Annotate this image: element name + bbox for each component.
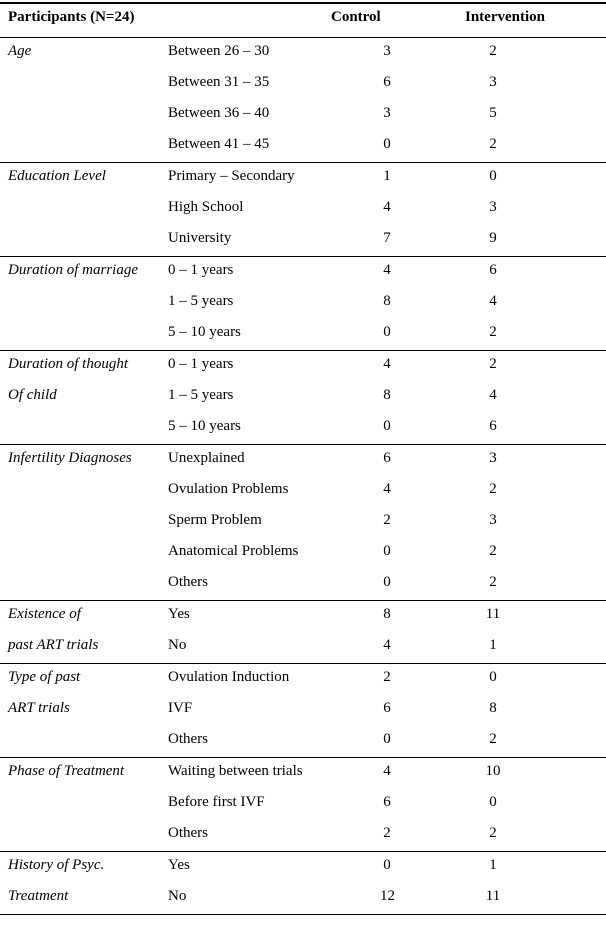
control-value: 3 [383, 43, 391, 59]
subcategory-label: 0 – 1 years [168, 262, 234, 278]
group-separator-rule [0, 444, 606, 445]
intervention-value: 2 [489, 324, 497, 340]
intervention-value: 11 [485, 606, 501, 622]
intervention-value: 2 [489, 574, 497, 590]
control-value: 8 [383, 606, 391, 622]
control-value: 0 [383, 136, 391, 152]
group-separator-rule [0, 350, 606, 351]
intervention-value: 11 [485, 888, 501, 904]
intervention-value: 3 [489, 74, 497, 90]
control-value: 0 [383, 418, 391, 434]
intervention-value: 4 [489, 387, 497, 403]
category-label: Phase of Treatment [8, 763, 125, 779]
subcategory-label: Others [168, 825, 208, 841]
subcategory-label: Yes [168, 857, 190, 873]
intervention-value: 0 [489, 794, 497, 810]
subcategory-label: Between 36 – 40 [168, 105, 270, 121]
control-value: 6 [383, 794, 391, 810]
control-value: 1 [383, 168, 391, 184]
group-separator-rule [0, 914, 606, 915]
subcategory-label: 0 – 1 years [168, 356, 234, 372]
subcategory-label: 5 – 10 years [168, 324, 241, 340]
intervention-value: 9 [489, 230, 497, 246]
category-label: Age [8, 43, 32, 59]
control-value: 0 [383, 574, 391, 590]
group-separator-rule [0, 600, 606, 601]
intervention-value: 6 [489, 418, 497, 434]
category-label: Type of past [8, 669, 81, 685]
category-label: Infertility Diagnoses [8, 450, 132, 466]
control-value: 4 [383, 481, 391, 497]
header-intervention: Intervention [465, 9, 545, 25]
control-value: 8 [383, 293, 391, 309]
subcategory-label: Between 31 – 35 [168, 74, 270, 90]
intervention-value: 2 [489, 825, 497, 841]
group-separator-rule [0, 757, 606, 758]
intervention-value: 2 [489, 43, 497, 59]
subcategory-label: 5 – 10 years [168, 418, 241, 434]
subcategory-label: Sperm Problem [168, 512, 262, 528]
header-control: Control [331, 9, 381, 25]
control-value: 4 [383, 637, 391, 653]
subcategory-label: Anatomical Problems [168, 543, 299, 559]
subcategory-label: 1 – 5 years [168, 293, 234, 309]
group-separator-rule [0, 162, 606, 163]
intervention-value: 3 [489, 450, 497, 466]
subcategory-label: Yes [168, 606, 190, 622]
category-label: Duration of marriage [8, 262, 139, 278]
group-separator-rule [0, 663, 606, 664]
group-separator-rule [0, 256, 606, 257]
header-participants: Participants (N=24) [8, 9, 135, 25]
category-label: ART trials [8, 700, 70, 716]
intervention-value: 3 [489, 512, 497, 528]
category-label: Treatment [8, 888, 69, 904]
subcategory-label: No [168, 888, 187, 904]
category-label: History of Psyc. [8, 857, 105, 873]
subcategory-label: Unexplained [168, 450, 245, 466]
intervention-value: 2 [489, 731, 497, 747]
intervention-value: 8 [489, 700, 497, 716]
subcategory-label: Waiting between trials [168, 763, 303, 779]
intervention-value: 2 [489, 543, 497, 559]
subcategory-label: Others [168, 574, 208, 590]
control-value: 2 [383, 825, 391, 841]
subcategory-label: Ovulation Induction [168, 669, 290, 685]
intervention-value: 6 [489, 262, 497, 278]
subcategory-label: Between 41 – 45 [168, 136, 270, 152]
control-value: 7 [383, 230, 391, 246]
intervention-value: 0 [489, 669, 497, 685]
subcategory-label: 1 – 5 years [168, 387, 234, 403]
subcategory-label: Between 26 – 30 [168, 43, 270, 59]
subcategory-label: IVF [168, 700, 193, 716]
control-value: 4 [383, 262, 391, 278]
control-value: 4 [383, 763, 391, 779]
intervention-value: 4 [489, 293, 497, 309]
control-value: 6 [383, 74, 391, 90]
intervention-value: 3 [489, 199, 497, 215]
control-value: 0 [383, 857, 391, 873]
control-value: 6 [383, 700, 391, 716]
category-label: Of child [8, 387, 57, 403]
subcategory-label: University [168, 230, 232, 246]
control-value: 0 [383, 731, 391, 747]
subcategory-label: Primary – Secondary [168, 168, 295, 184]
control-value: 6 [383, 450, 391, 466]
control-value: 0 [383, 543, 391, 559]
subcategory-label: No [168, 637, 187, 653]
subcategory-label: Before first IVF [168, 794, 265, 810]
control-value: 4 [383, 199, 391, 215]
control-value: 3 [383, 105, 391, 121]
control-value: 8 [383, 387, 391, 403]
category-label: Duration of thought [8, 356, 129, 372]
category-label: Existence of [8, 606, 81, 622]
intervention-value: 2 [489, 481, 497, 497]
control-value: 2 [383, 512, 391, 528]
control-value: 0 [383, 324, 391, 340]
category-label: past ART trials [8, 637, 99, 653]
intervention-value: 10 [485, 763, 501, 779]
control-value: 2 [383, 669, 391, 685]
header-rule [0, 37, 606, 38]
intervention-value: 1 [489, 857, 497, 873]
subcategory-label: Others [168, 731, 208, 747]
intervention-value: 1 [489, 637, 497, 653]
group-separator-rule [0, 851, 606, 852]
control-value: 4 [383, 356, 391, 372]
intervention-value: 5 [489, 105, 497, 121]
subcategory-label: High School [168, 199, 244, 215]
category-label: Education Level [8, 168, 106, 184]
intervention-value: 2 [489, 356, 497, 372]
control-value: 12 [380, 888, 395, 904]
table-top-rule [0, 2, 606, 4]
intervention-value: 2 [489, 136, 497, 152]
intervention-value: 0 [489, 168, 497, 184]
subcategory-label: Ovulation Problems [168, 481, 289, 497]
